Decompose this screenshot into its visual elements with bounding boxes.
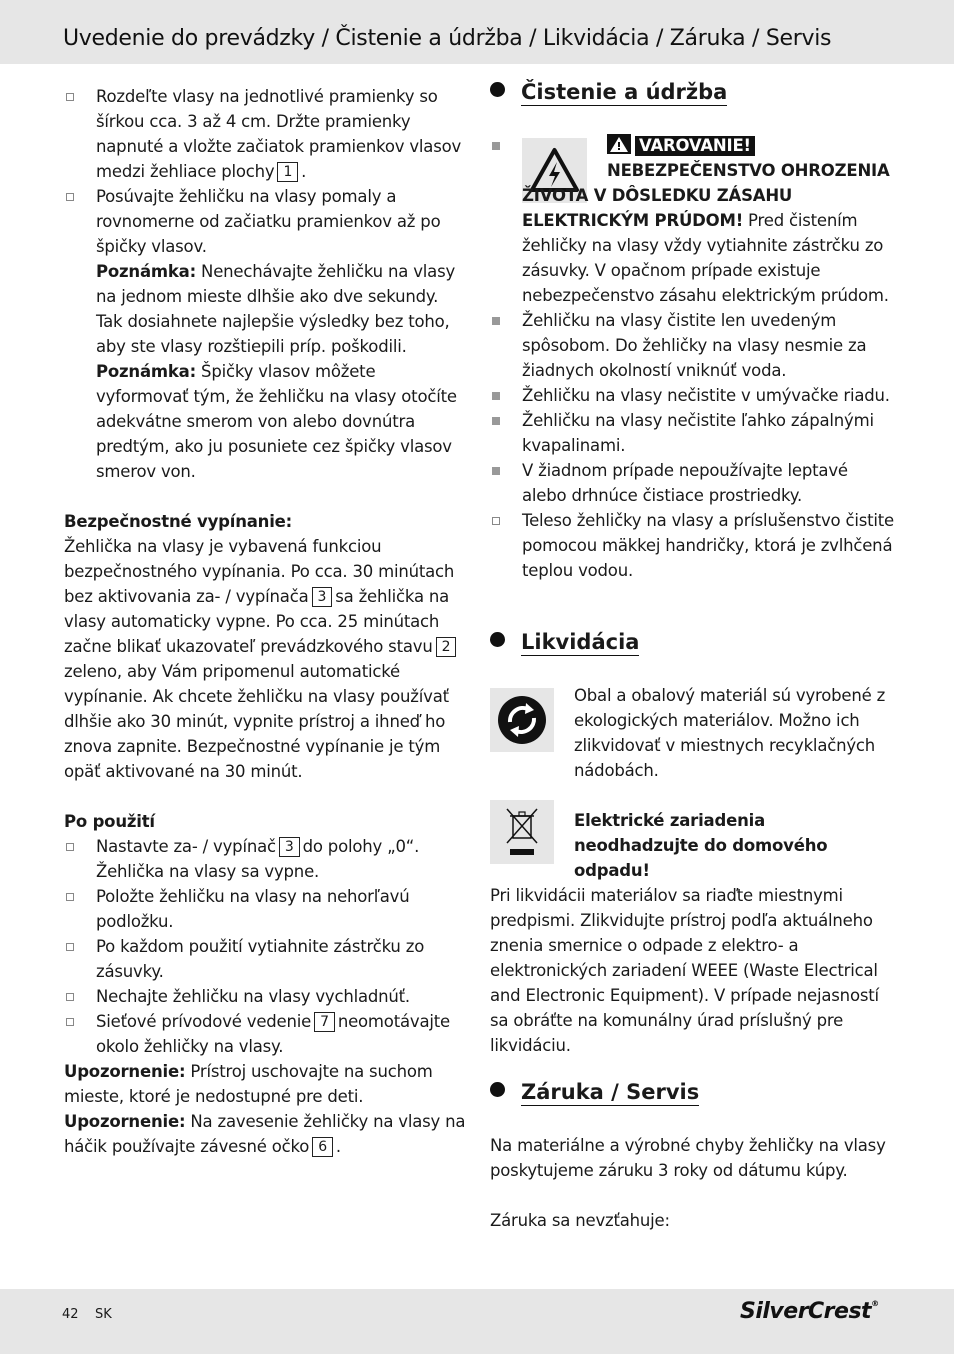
list-item: Nechajte žehličku na vlasy vychladnúť. [64, 984, 466, 1009]
list-item: Nastavte za- / vypínač 3 do polohy „0“. Žehlička na vlasy sa vypne. [64, 834, 466, 884]
warning-triangle-icon [607, 134, 631, 154]
list-item: Žehličku na vlasy čistite len uvedeným spôsobom. Do žehličky na vlasy nesmie za žiadnych okolností vniknúť voda. [490, 308, 895, 383]
list-item: Teleso žehličky na vlasy a príslušenstvo čistite pomocou mäkkej handričky, ktorá je zvlhčená teplou vodou. [490, 508, 895, 583]
checkbox-bullet-icon [66, 993, 74, 1001]
list-item: Položte žehličku na vlasy na nehorľavú podložku. [64, 884, 466, 934]
list-item: Sieťové prívodové vedenie 7 neomotávajte okolo žehličky na vlasy. [64, 1009, 466, 1059]
square-bullet-icon [492, 392, 500, 400]
disposal-paragraph: Pri likvidácii materiálov sa riaďte miestnymi predpismi. Zlikvidujte prístroj podľa aktuálneho znenia smernice o odpade z elektro- a elektronických zariadení WEEE (Waste Electrical and Electronic Equipment). V prípade nejasností sa obráťte na komunálny úrad príslušný pre likvidáciu. [490, 886, 879, 1055]
brand-logo: SilverCrest® [740, 1299, 879, 1324]
warning-text: NEBEZPEČENSTVO OHROZENIA ŽIVOTA V DÔSLEDKU ZÁSAHU ELEKTRICKÝM PRÚDOM! Pred čistením žehličky na vlasy vždy vytiahnite zástrčku zo zásuvky. V opačnom prípade existuje nebezpečenstvo zásahu elektrickým prúdom. [522, 161, 890, 305]
section-heading-cleaning: Čistenie a údržba [490, 80, 727, 104]
warranty-excluded: Záruka sa nevzťahuje: [490, 1211, 670, 1230]
page-title: Uvedenie do prevádzky / Čistenie a údržba / Likvidácia / Záruka / Servis [63, 26, 832, 51]
reference-number: 7 [314, 1012, 335, 1032]
cleaning-content [490, 133, 895, 583]
bullet-dot-icon [490, 82, 505, 97]
reference-number: 3 [279, 837, 300, 857]
warning-block [490, 133, 895, 158]
reference-number: 1 [277, 162, 298, 182]
warranty-paragraph: Na materiálne a výrobné chyby žehličky na vlasy poskytujeme záruku 3 roky od dátumu kúpy. [490, 1136, 886, 1180]
square-bullet-icon [492, 317, 500, 325]
safety-heading: Bezpečnostné vypínanie: [64, 512, 293, 531]
packaging-text: Obal a obalový materiál sú vyrobené z ekologických materiálov. Možno ich zlikvidovať v miestnych recyklačných nádobách. [574, 686, 886, 780]
reference-number: 2 [436, 637, 457, 657]
page-header [0, 0, 954, 64]
after-use-heading: Po použití [64, 812, 155, 831]
weee-text: Elektrické zariadenia neodhadzujte do domového odpadu! [574, 811, 828, 880]
bullet-dot-icon [490, 632, 505, 647]
list-item: V žiadnom prípade nepoužívajte leptavé alebo drhnúce čistiace prostriedky. [490, 458, 895, 508]
reference-number: 6 [312, 1137, 333, 1157]
list-item: Po každom použití vytiahnite zástrčku zo zásuvky. [64, 934, 466, 984]
checkbox-bullet-icon [66, 893, 74, 901]
note: Poznámka: Nenechávajte žehličku na vlasy na jednom mieste dlhšie ako dve sekundy. Tak dosiahnete najlepšie výsledky bez toho, aby ste vlasy rozštiepili príp. poškodili. [96, 262, 456, 356]
checkbox-bullet-icon [66, 93, 74, 101]
checkbox-bullet-icon [492, 517, 500, 525]
square-bullet-icon [492, 467, 500, 475]
section-heading-disposal: Likvidácia [490, 630, 639, 654]
left-column [64, 84, 466, 1159]
list-item: Žehličku na vlasy nečistite ľahko zápalnými kvapalinami. [490, 408, 895, 458]
checkbox-bullet-icon [66, 943, 74, 951]
square-bullet-icon [492, 417, 500, 425]
safety-paragraph: Žehlička na vlasy je vybavená funkciou bezpečnostného vypínania. Po cca. 30 minútach bez aktivovania za- / vypínača 3 sa žehlička na vlasy automaticky vypne. Po cca. 25 minútach začne blikať ukazovateľ prevádzkového stavu 2zeleno, aby Vám pripomenul automatické vypínanie. Ak chcete žehličku na vlasy používať dlhšie ako 30 minút, vypnite prístroj a ihneď ho znova zapnite. Bezpečnostné vypínanie je tým opäť aktivované na 30 minút. [64, 534, 466, 784]
language-code: SK [95, 1307, 112, 1322]
section-heading-warranty: Záruka / Servis [490, 1080, 699, 1104]
checkbox-bullet-icon [66, 193, 74, 201]
checkbox-bullet-icon [66, 1018, 74, 1026]
caution-paragraph: Upozornenie: Prístroj uschovajte na suchom mieste, ktoré je nedostupné pre deti. [64, 1062, 433, 1106]
warning-label: VAROVANIE! [635, 136, 755, 156]
list-item: Posúvajte žehličku na vlasy pomaly a rovnomerne od začiatku pramienkov až po špičky vlasov. [64, 184, 466, 259]
list-item: Rozdeľte vlasy na jednotlivé pramienky so šírkou cca. 3 až 4 cm. Držte pramienky napnuté a vložte začiatok pramienkov vlasov medzi žehliace plochy 1 . [64, 84, 466, 184]
square-bullet-icon [492, 142, 500, 150]
list-item: Žehličku na vlasy nečistite v umývačke riadu. [490, 383, 895, 408]
checkbox-bullet-icon [66, 843, 74, 851]
recycling-icon [490, 688, 554, 752]
reference-number: 3 [312, 587, 333, 607]
page-number: 42 [62, 1307, 79, 1322]
weee-bin-icon [490, 800, 554, 864]
bullet-dot-icon [490, 1082, 505, 1097]
caution-paragraph: Upozornenie: Na zavesenie žehličky na vlasy na háčik používajte závesné očko 6 . [64, 1112, 466, 1156]
note: Poznámka: Špičky vlasov môžete vyformovať tým, že žehličku na vlasy otočíte adekvátne smerom von alebo dovnútra predtým, ako ju posuniete cez špičky vlasov smerov von. [96, 362, 457, 481]
